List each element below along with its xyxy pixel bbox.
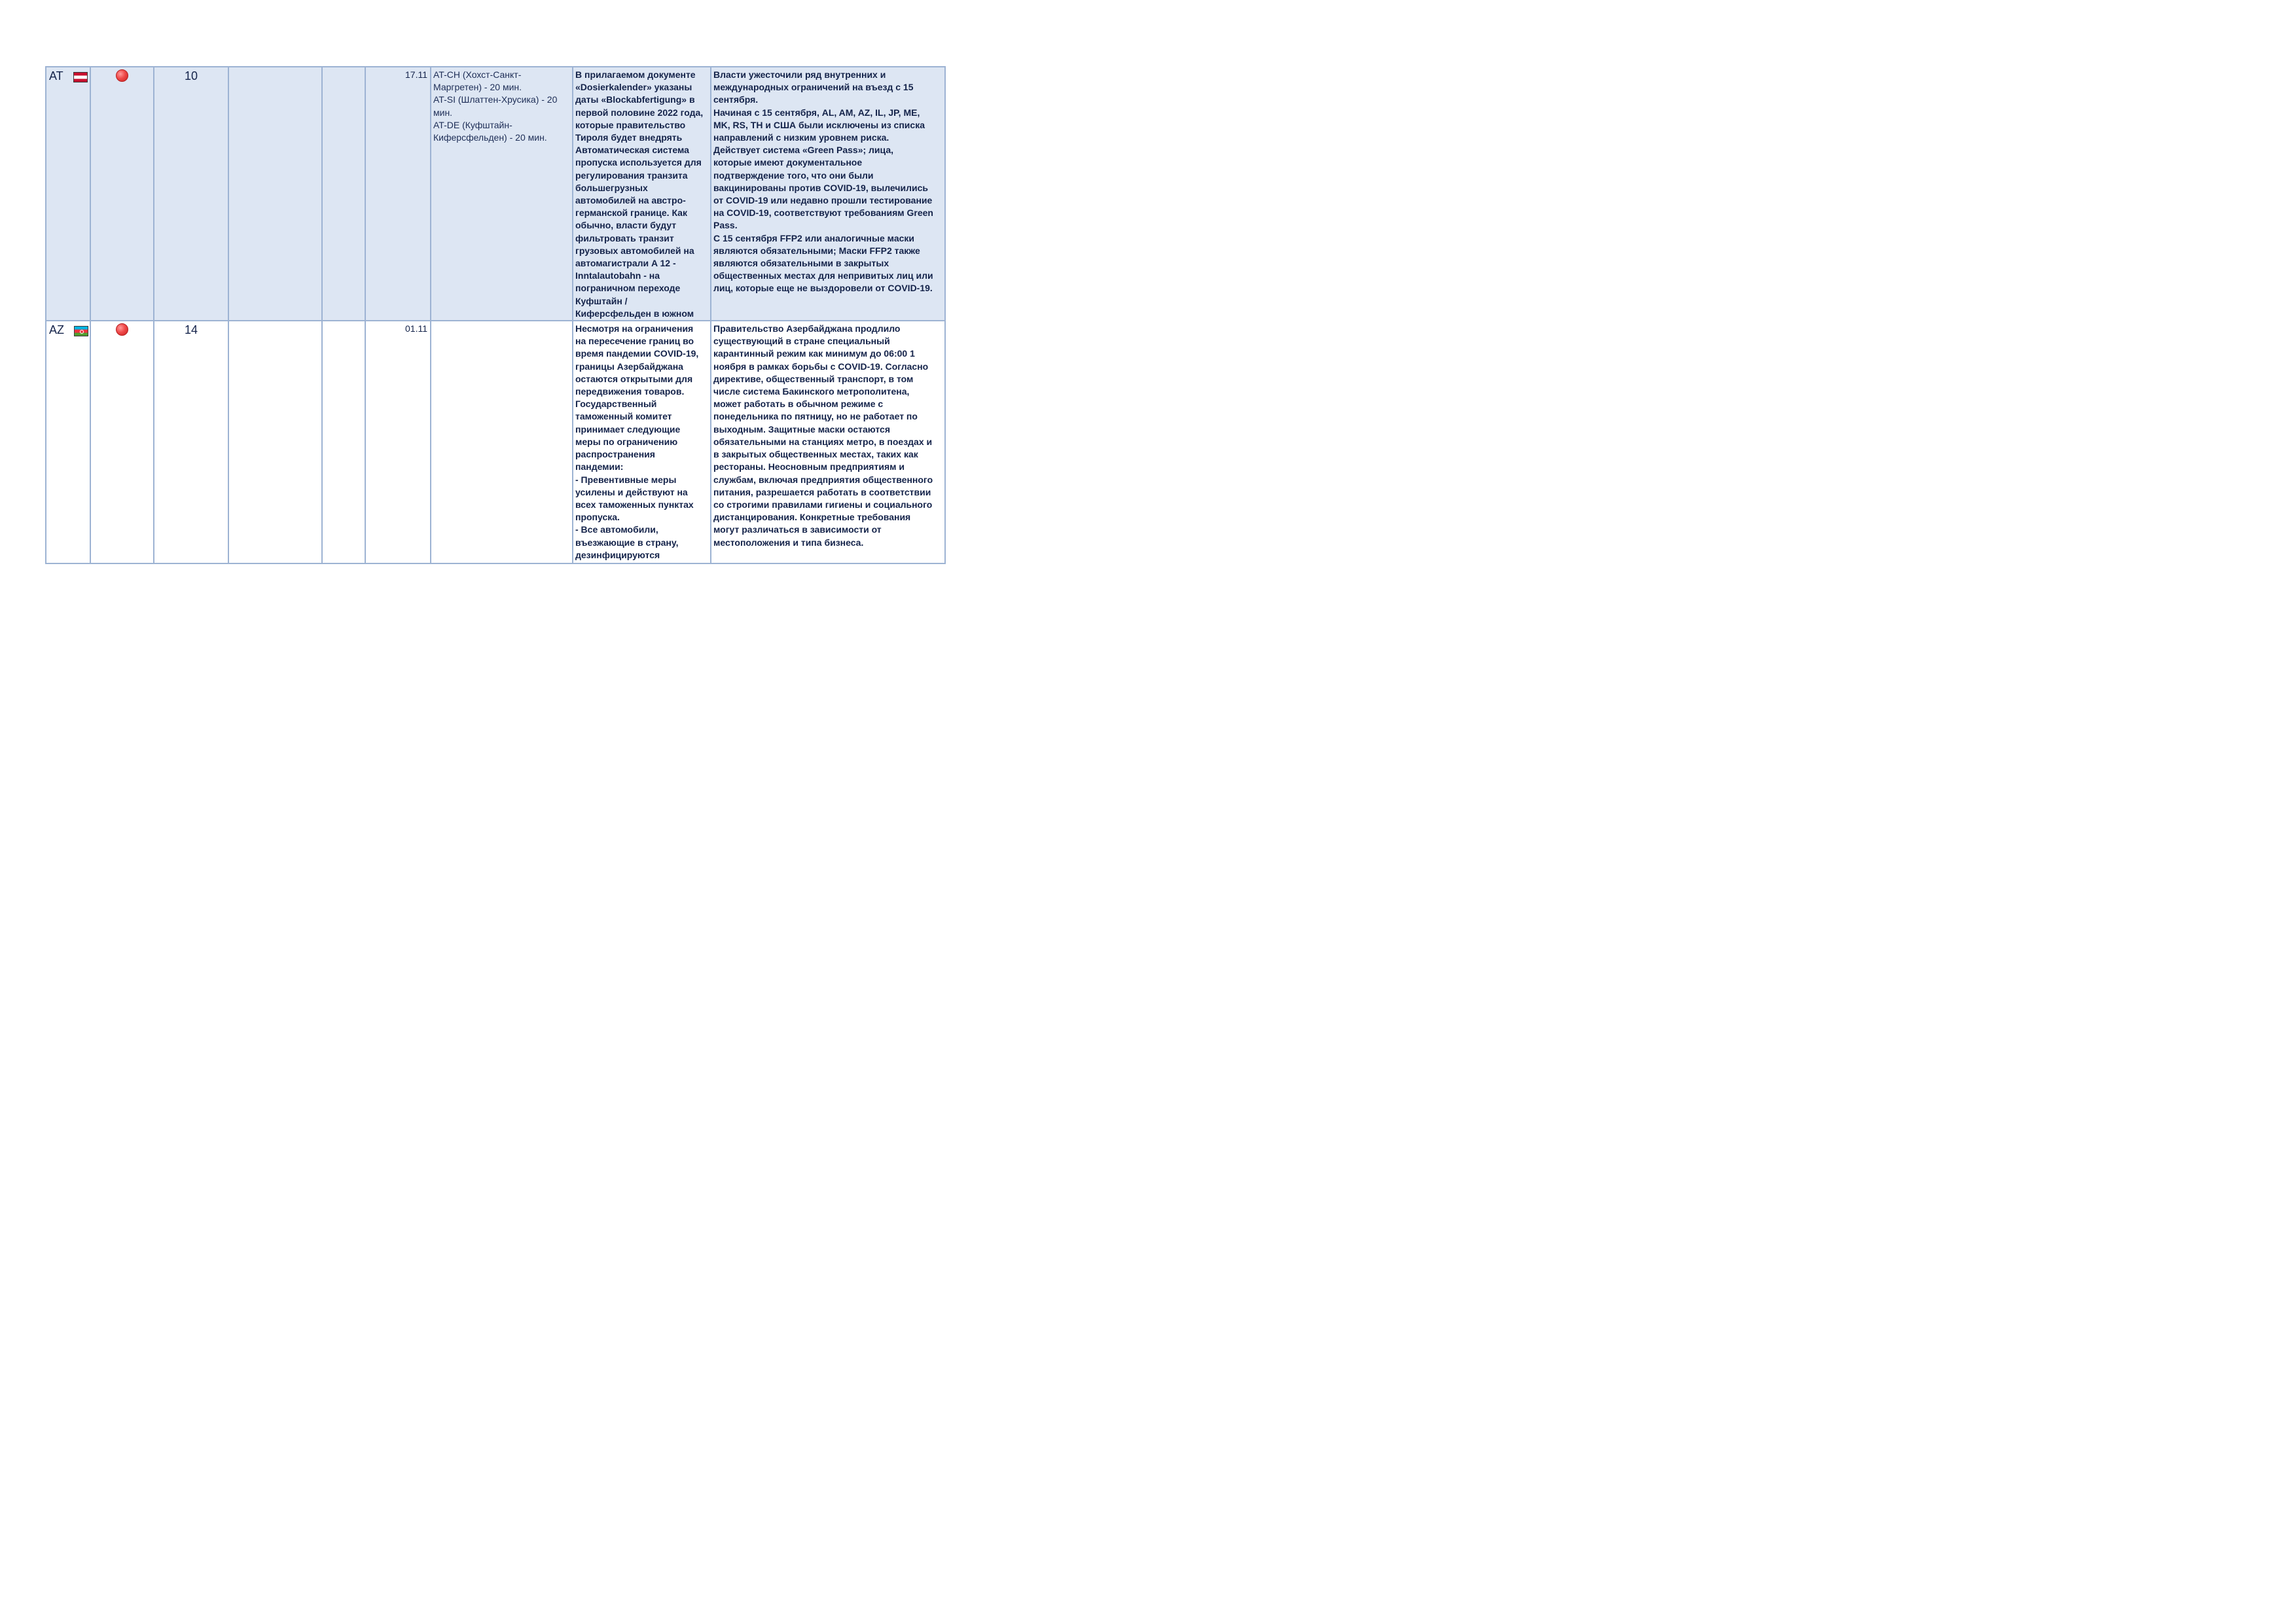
country-code: AZ — [49, 323, 65, 337]
status-cell — [90, 321, 154, 563]
freight-info-cell: В прилагаемом документе «Dosierkalender» указаны даты «Blockabfertigung» в первой половине 2022 года, которые правительство Тироля будет внедрять Автоматическая система пропуска используется для регулирования транзита большегрузных автомобилей на австро- германской границе. Как обычно, власти будут фильтровать транзит грузовых автомобилей на автомагистрали A 12 - Inntalautobahn - на пограничном переходе Куфштайн / Киферсфельден в южном — [573, 67, 711, 321]
azerbaijan-flag-icon — [74, 326, 88, 336]
empty-cell — [228, 321, 322, 563]
austria-flag-icon — [73, 72, 88, 82]
travel-restrictions-cell: Правительство Азербайджана продлило существующий в стране специальный карантинный режим как минимум до 06:00 1 ноября в рамках борьбы с COVID-19. Согласно директиве, общественный транспорт, в том числе система Бакинского метрополитена, может работать в обычном режиме с понедельника по пятницу, но не работает по выходным. Защитные маски остаются обязательными на станциях метро, в поездах и в закрытых общественных местах, таких как рестораны. Неосновным предприятиям и службам, включая предприятия общественного питания, разрешается работать в соответствии со строгими правилами гигиены и социального дистанцирования. Конкретные требования могут различаться в зависимости от местоположения и типа бизнеса. — [711, 321, 945, 563]
country-code-cell — [46, 67, 90, 321]
border-crossings-cell — [431, 321, 573, 563]
date-cell: 01.11 — [365, 321, 431, 563]
number-cell: 10 — [154, 67, 228, 321]
status-cell — [90, 67, 154, 321]
number-cell: 14 — [154, 321, 228, 563]
country-restrictions-table — [45, 66, 946, 564]
country-code-cell — [46, 321, 90, 563]
table-row-az — [46, 321, 945, 563]
empty-cell — [322, 321, 365, 563]
border-crossing-item: AT-SI (Шлаттен-Хрусика) - 20 мин. — [433, 94, 558, 118]
table-row-at — [46, 67, 945, 321]
border-crossing-item: AT-DE (Куфштайн- Киферсфельден) - 20 мин. — [433, 119, 547, 143]
empty-cell — [228, 67, 322, 321]
country-code: AT — [49, 69, 63, 82]
travel-restrictions-cell: Власти ужесточили ряд внутренних и международных ограничений на въезд с 15 сентября. Начиная с 15 сентября, AL, AM, AZ, IL, JP, ME, MK, RS, TH и США были исключены из списка направлений с низким уровнем риска. Действует система «Green Pass»; лица, которые имеют документальное подтверждение того, что они были вакцинированы против COVID-19, вылечились от COVID-19 или недавно прошли тестирование на COVID-19, соответствуют требованиям Green Pass. С 15 сентября FFP2 или аналогичные маски являются обязательными; Маски FFP2 также являются обязательными в закрытых общественных местах для непривитых лиц или лиц, которые еще не выздоровели от COVID-19. — [711, 67, 945, 321]
border-crossing-item: AT-CH (Хохст-Санкт- Маргретен) - 20 мин. — [433, 69, 522, 93]
red-status-dot-icon — [116, 323, 128, 336]
empty-cell — [322, 67, 365, 321]
red-status-dot-icon — [116, 69, 128, 82]
freight-info-cell: Несмотря на ограничения на пересечение границ во время пандемии COVID-19, границы Азербайджана остаются открытыми для передвижения товаров. Государственный таможенный комитет принимает следующие меры по ограничению распространения пандемии: - Превентивные меры усилены и действуют на всех таможенных пунктах пропуска. - Все автомобили, въезжающие в страну, дезинфицируются — [573, 321, 711, 563]
border-crossings-cell — [431, 67, 573, 321]
date-cell: 17.11 — [365, 67, 431, 321]
